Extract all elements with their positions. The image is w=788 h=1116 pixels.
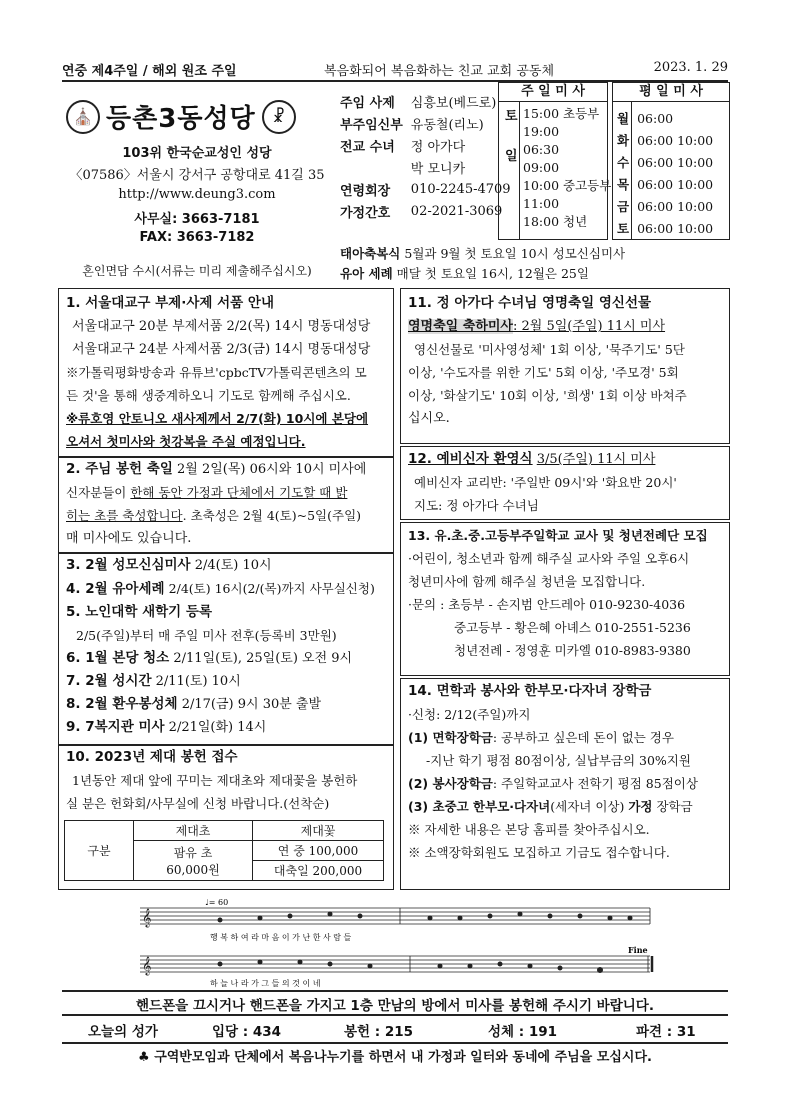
church-name: 등촌3동성당 xyxy=(106,104,256,134)
sunday-label: 일 xyxy=(505,149,518,164)
fetal-blessing-line: 태아축복식 5월과 9월 첫 토요일 10시 성모신심미사 xyxy=(340,246,626,261)
sunday-mass-title: 주 일 미 사 xyxy=(499,83,607,102)
staff-table xyxy=(336,90,515,222)
weekday-mass-box xyxy=(612,82,730,240)
hymn-offertory: 봉헌 : 215 xyxy=(344,1024,414,1040)
hymn-entrance: 입당 : 434 xyxy=(212,1024,282,1040)
closing-message: ♣ 구역반모임과 단체에서 복음나누기를 하면서 내 가정과 일터와 동네에 주님을 모십시다. xyxy=(138,1050,652,1065)
hymn-numbers xyxy=(62,1020,728,1040)
music-score xyxy=(130,896,660,988)
notice-ordination: 1. 서울대교구 부제·사제 서품 안내 서울대교구 20분 부제서품 2/2(목) 14시 명동대성당 서울대교구 24분 사제서품 2/3(금) 14시 명동대성당 ※가톨릭평화방송과 유튜브'cpbcTV가톨릭콘텐츠의 모 든 것'을 통해 생중계하오니 기도로 함께해 주십시오. ※류호영 안토니오 새사제께서 2/7(화) 10시에 본당에 오셔서 첫미사와 첫강복을 주실 예정입니다. xyxy=(66,295,371,449)
fax-number: FAX: 3663-7182 xyxy=(139,230,255,245)
saturday-label: 토 xyxy=(505,109,518,124)
weekday-mass-title: 평 일 미 사 xyxy=(613,83,729,102)
chi-rho-icon: ☧ xyxy=(262,100,296,134)
treble-clef-icon: 𝄞 xyxy=(142,908,152,927)
church-patron: 103위 한국순교성인 성당 xyxy=(122,146,272,161)
parish-motto: 복음화되어 복음화하는 친교 교회 공동체 xyxy=(324,64,555,79)
staff-row: 전교 수녀 정 아가다 xyxy=(340,139,466,155)
church-seal-icon: ⛪ xyxy=(66,100,100,134)
hymn-label: 오늘의 성가 xyxy=(88,1024,158,1040)
staff-row: 연령회장 010-2245-4709 xyxy=(340,181,511,199)
staff-row: 박 모니카 xyxy=(410,161,466,177)
church-logo xyxy=(66,98,296,135)
hymn-communion: 성체 : 191 xyxy=(488,1024,558,1040)
sunday-mass-times: 15:00 초등부 19:00 06:30 09:00 10:00 중고등부 11:00 18:00 청년 xyxy=(523,105,612,229)
liturgical-day: 연중 제4주일 / 해외 원조 주일 xyxy=(62,64,237,79)
church-address: 〈07586〉서울시 강서구 공항대로 41길 35 xyxy=(69,168,325,183)
infant-baptism-line: 유아 세례 매달 첫 토요일 16시, 12월은 25일 xyxy=(340,266,589,281)
marriage-consult: 혼인면담 수시(서류는 미리 제출해주십시오) xyxy=(82,264,312,278)
phone-notice: 핸드폰을 끄시거나 핸드폰을 가지고 1층 만남의 방에서 미사를 봉헌해 주시기 바랍니다. xyxy=(136,998,654,1014)
staff-row: 부주임신부 유동철(리노) xyxy=(340,117,484,133)
bulletin-date: 2023. 1. 29 xyxy=(653,60,728,75)
notice-feast-gift: 11. 정 아가다 수녀님 영명축일 영신선물 영명축일 축하미사: 2월 5일(주일) 11시 미사 영신선물로 '미사영성체' 1회 이상, '묵주기도' 5단 이상, '수도자를 위한 기도' 5회 이상, '주모경' 5회 이상, '화살기도' 10회 이상, '희생' 1회 이상 바쳐주 십시오. xyxy=(408,295,687,426)
weekday-mass-times: 월 06:00 화 06:00 10:00 수 06:00 10:00 목 06:00 10:00 금 06:00 10:00 토 06:00 10:00 xyxy=(617,110,714,236)
notice-list-3-9: 3. 2월 성모신심미사 2/4(토) 10시 4. 2월 유아세례 2/4(토) 16시(2/(목)까지 사무실신청) 5. 노인대학 새학기 등록 2/5(주일)부터 매 주일 미사 전후(등록비 3만원) 6. 1월 본당 청소 2/11일(토), 25일(토) 오전 9시 7. 2월 성시간 2/11(토) 10시 8. 2월 환우봉성체 2/17(금) 9시 30분 출발 9. 7복지관 미사 2/21일(화) 14시 xyxy=(66,557,375,735)
notice-catechumen: 12. 예비신자 환영식 3/5(주일) 11시 미사 예비신자 교리반: '주일반 09시'와 '화요반 20시' 지도: 정 아가다 수녀님 xyxy=(408,451,677,513)
staff-row: 주임 사제 심흥보(베드로) xyxy=(340,95,497,111)
lyrics-line-1: 행 복 하 여 라 마 음 이 가 난 한 사 람 들 xyxy=(210,933,352,942)
church-website[interactable]: http://www.deung3.com xyxy=(118,187,276,202)
altar-offering-table: 구분 제대초 제대꽃 팜유 초 60,000원 연 중 100,000 대축일 200,000 xyxy=(64,820,384,881)
treble-clef-icon: 𝄞 xyxy=(142,956,152,975)
office-phone: 사무실: 3663-7181 xyxy=(134,212,260,227)
notice-scholarship: 14. 면학과 봉사와 한부모·다자녀 장학금 ·신청: 2/12(주일)까지 (1) 면학장학금: 공부하고 싶은데 돈이 없는 경우 -지난 학기 평점 80점이상, 실납부금의 30%지원 (2) 봉사장학금: 주일학교교사 전학기 평점 85점이상 (3) 초중고 한부모·다자녀(세자녀 이상) 가정 장학금 ※ 자세한 내용은 본당 홈피를 찾아주십시오. ※ 소액장학회원도 모집하고 기금도 접수합니다. xyxy=(408,683,698,860)
fine-mark: Fine xyxy=(628,945,648,955)
hymn-dismissal: 파견 : 31 xyxy=(636,1024,696,1040)
staff-row: 가정간호 02-2021-3069 xyxy=(340,203,503,221)
notice-presentation-feast: 2. 주님 봉헌 축일 2월 2일(목) 06시와 10시 미사에 신자분들이 한해 동안 가정과 단체에서 기도할 때 밝 히는 초를 축성합니다. 초축성은 2월 4(토)~5일(주일) 매 미사에도 있습니다. xyxy=(66,461,367,546)
sunday-mass-box xyxy=(498,82,612,240)
notice-altar-offering: 10. 2023년 제대 봉헌 접수 1년동안 제대 앞에 꾸미는 제대초와 제대꽃을 봉헌하 실 분은 헌화회/사무실에 신청 바랍니다.(선착순) xyxy=(66,749,358,811)
bulletin-header xyxy=(62,58,728,82)
tempo-mark: ♩= 60 xyxy=(205,898,229,907)
notice-teacher-recruit: 13. 유.초.중.고등부주일학교 교사 및 청년전례단 모집 ·어린이, 청소년과 함께 해주실 교사와 주일 오후6시 청년미사에 함께 해주실 청년을 모집합니다. ·문의 : 초등부 - 손지범 안드레아 010-9230-4036 중고등부 - 황은혜 아녜스 010-2551-5236 청년전례 - 정영훈 미카엘 010-8983-9380 xyxy=(408,528,708,658)
lyrics-line-2: 하 늘 나 라 가 그 들 의 것 이 네 xyxy=(210,979,321,988)
